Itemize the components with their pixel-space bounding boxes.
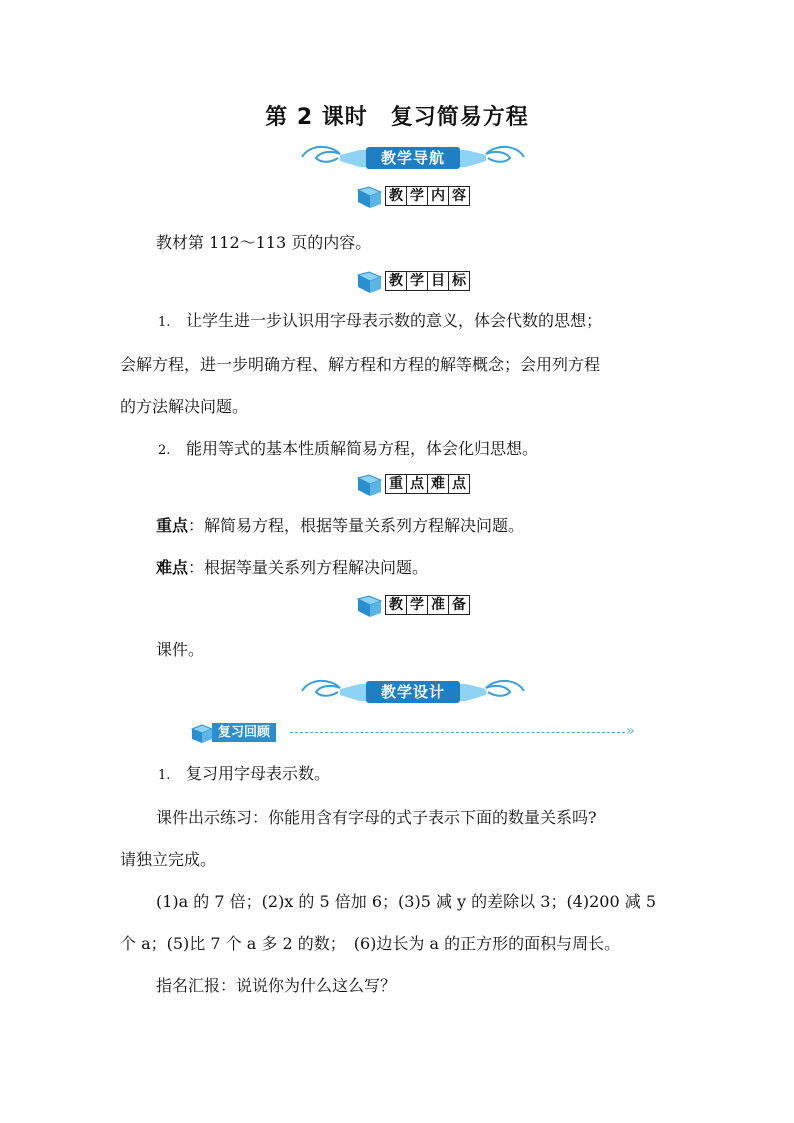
section-label: 重 点 难 点 xyxy=(385,474,470,494)
book-icon xyxy=(355,593,385,619)
section-label: 教 学 准 备 xyxy=(385,595,470,615)
double-chevron-right-icon: » xyxy=(626,723,635,739)
banner-label: 教学导航 xyxy=(380,149,445,167)
banner-label: 教学设计 xyxy=(380,683,445,701)
dashed-divider xyxy=(290,732,625,733)
goals-list: 1. 让学生进一步认识用字母表示数的意义，体会代数的思想； 会解方程，进一步明确方程、解方程和方程的解等概念；会用列方程 的方法解决问题。 2. 能用等式的基本性质解简易方程，体会化归思想。 xyxy=(120,300,680,472)
review-content: 1. 复习用字母表示数。 课件出示练习：你能用含有字母的式子表示下面的数量关系吗? 请独立完成。 (1)a 的 7 倍；(2)x 的 5 倍加 6；(3)5 减 y 的差除以 3；(4)200 减 5 个 a；(5)比 7 个 a 多 2 的数； (6)边长为 a 的正方形的面积与周长。 指名汇报：说说你为什么这么写？ xyxy=(120,764,656,995)
section-teaching-content xyxy=(355,184,485,210)
goal-item: 1. 让学生进一步认识用字母表示数的意义，体会代数的思想； xyxy=(158,311,603,330)
review-tag: 复习回顾 xyxy=(212,723,276,742)
section-label: 教 学 内 容 xyxy=(385,186,470,206)
section-key-difficult xyxy=(355,472,485,498)
review-header xyxy=(190,721,650,745)
book-icon xyxy=(355,269,385,295)
goal-item: 2. 能用等式的基本性质解简易方程，体会化归思想。 xyxy=(158,439,539,458)
key-points: 重点：解简易方程，根据等量关系列方程解决问题。 难点：根据等量关系列方程解决问题。 xyxy=(156,516,525,577)
banner-teaching-guide xyxy=(300,142,526,172)
section-teaching-prep xyxy=(355,593,485,619)
section-teaching-goals xyxy=(355,269,485,295)
content-paragraph: 教材第 112～113 页的内容。 xyxy=(156,233,372,252)
banner-teaching-design xyxy=(300,676,526,706)
page-title: 第 2 课时 复习简易方程 xyxy=(265,105,529,130)
section-label: 教 学 目 标 xyxy=(385,271,470,291)
book-icon xyxy=(355,184,385,210)
prep-paragraph: 课件。 xyxy=(156,640,205,659)
book-icon xyxy=(190,721,214,745)
book-icon xyxy=(355,472,385,498)
